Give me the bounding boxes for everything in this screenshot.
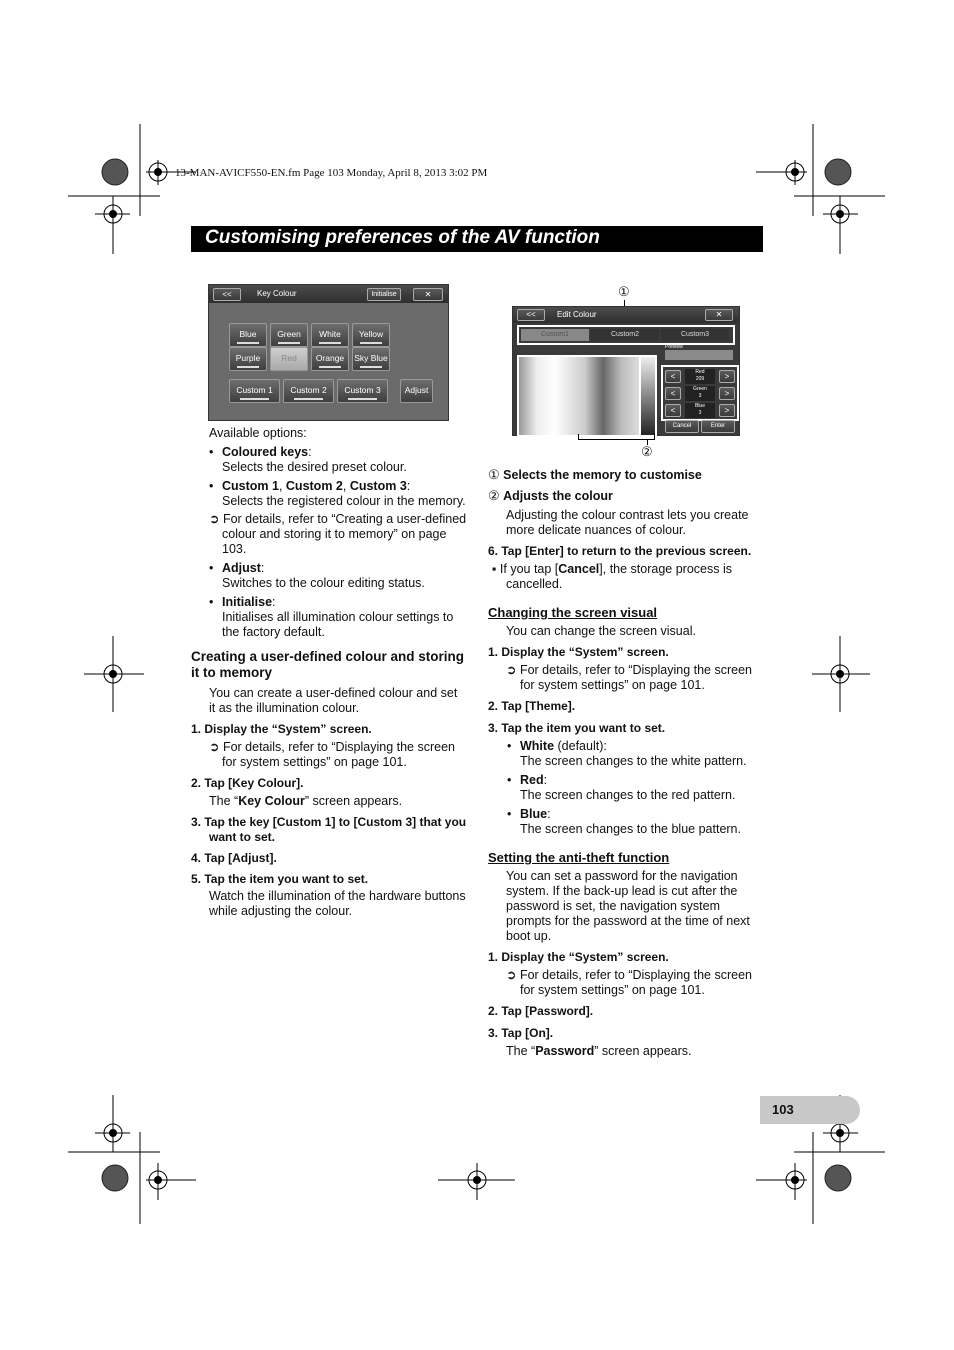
key-purple[interactable]: Purple	[229, 347, 267, 371]
option-coloured-keys-desc: Selects the desired preset colour.	[222, 460, 407, 474]
close-button[interactable]: ✕	[413, 288, 443, 301]
option-adjust-desc: Switches to the colour editing status.	[222, 576, 425, 590]
key-custom-1[interactable]: Custom 1	[229, 379, 280, 403]
callout-1-desc: ① Selects the memory to customise	[488, 467, 702, 482]
colour-palette[interactable]	[517, 355, 641, 437]
blue-decrease-button[interactable]: <	[665, 404, 681, 417]
option-blue-desc: The screen changes to the blue pattern.	[520, 822, 741, 836]
tab-custom1[interactable]: Custom1	[521, 329, 589, 341]
back-button-2[interactable]: <<	[517, 309, 545, 321]
screen-title-bar	[209, 285, 448, 303]
step-3: 3. Tap the key [Custom 1] to [Custom 3] that you want to set.	[191, 815, 467, 844]
visual-step-2: 2. Tap [Theme].	[488, 699, 576, 713]
cancel-note: ▪ If you tap [Cancel], the storage process is cancelled.	[492, 562, 732, 591]
blue-value-box	[685, 403, 715, 418]
red-value-box	[685, 369, 715, 384]
initialise-button[interactable]: Initialise	[367, 288, 401, 301]
adjust-button[interactable]: Adjust	[400, 379, 433, 403]
option-red: • Red:	[507, 773, 548, 787]
step-2-desc: The “Key Colour” screen appears.	[209, 794, 403, 808]
option-custom-ref: ➲ For details, refer to “Creating a user-defined colour and storing it to memory” on page 103.	[209, 512, 467, 556]
password-step-3-desc: The “Password” screen appears.	[506, 1044, 692, 1058]
option-red-desc: The screen changes to the red pattern.	[520, 788, 736, 802]
rgb-adjusters	[661, 365, 739, 421]
green-increase-button[interactable]: >	[719, 387, 735, 400]
preview-box	[665, 350, 733, 360]
step-1-ref: ➲ For details, refer to “Displaying the screen for system settings” on page 101.	[209, 740, 455, 769]
step-6: 6. Tap [Enter] to return to the previous screen.	[488, 544, 752, 558]
password-step-3: 3. Tap [On].	[488, 1026, 554, 1040]
screen-visual-intro: You can change the screen visual.	[506, 624, 696, 638]
visual-step-1: 1. Display the “System” screen.	[488, 645, 669, 659]
step-4: 4. Tap [Adjust].	[191, 851, 277, 865]
creating-intro: You can create a user-defined colour and set it as the illumination colour.	[209, 686, 458, 715]
blue-label: Blue	[694, 403, 705, 409]
callout-2-desc: ② Adjusts the colour	[488, 488, 613, 503]
option-blue: • Blue:	[507, 807, 551, 821]
red-value: 209	[695, 376, 705, 382]
key-green[interactable]: Green	[270, 323, 308, 347]
step-2: 2. Tap [Key Colour].	[191, 776, 304, 790]
enter-button[interactable]: Enter	[701, 420, 735, 433]
page-number-tab	[760, 1096, 860, 1124]
option-adjust: • Adjust:	[209, 561, 265, 575]
red-label: Red	[695, 369, 705, 375]
green-value-box	[685, 386, 715, 401]
back-button[interactable]: <<	[213, 288, 241, 301]
step-5-desc: Watch the illumination of the hardware buttons while adjusting the colour.	[209, 889, 466, 918]
preview-label: Preview	[665, 344, 683, 350]
red-decrease-button[interactable]: <	[665, 370, 681, 383]
visual-step-1-ref: ➲ For details, refer to “Displaying the screen for system settings” on page 101.	[506, 663, 752, 692]
key-custom-3[interactable]: Custom 3	[337, 379, 388, 403]
key-blue[interactable]: Blue	[229, 323, 267, 347]
key-sky-blue[interactable]: Sky Blue	[352, 347, 390, 371]
custom-tabs	[517, 325, 735, 345]
red-increase-button[interactable]: >	[719, 370, 735, 383]
blue-increase-button[interactable]: >	[719, 404, 735, 417]
option-initialise: • Initialise:	[209, 595, 276, 609]
anti-theft-intro: You can set a password for the navigation system. If the back-up lead is cut after the password is set, the navigation system prompts for the password at the time of next boot up.	[506, 869, 750, 943]
heading-creating: Creating a user-defined colour and storing it to memory	[191, 649, 465, 680]
password-step-1: 1. Display the “System” screen.	[488, 950, 669, 964]
heading-screen-visual: Changing the screen visual	[488, 605, 658, 620]
red-row	[665, 369, 735, 384]
key-orange[interactable]: Orange	[311, 347, 349, 371]
section-title: Customising preferences of the AV function	[205, 227, 600, 248]
page-number: 103	[772, 1102, 794, 1117]
screen-title-2: Edit Colour	[557, 310, 597, 319]
green-value: 3	[698, 393, 702, 399]
key-custom-2[interactable]: Custom 2	[283, 379, 334, 403]
blue-value: 3	[698, 410, 702, 416]
section-title-bar	[191, 226, 763, 252]
file-info-line: 13-MAN-AVICF550-EN.fm Page 103 Monday, April 8, 2013 3:02 PM	[175, 167, 488, 179]
step-1: 1. Display the “System” screen.	[191, 722, 372, 736]
key-white[interactable]: White	[311, 323, 349, 347]
key-yellow[interactable]: Yellow	[352, 323, 390, 347]
callout-1: ①	[618, 284, 630, 299]
tab-custom2[interactable]: Custom2	[591, 329, 659, 341]
close-button-2[interactable]: ✕	[705, 309, 733, 321]
callout-2-detail: Adjusting the colour contrast lets you create more delicate nuances of colour.	[506, 508, 749, 537]
option-coloured-keys: • Coloured keys:	[209, 445, 312, 459]
password-step-1-ref: ➲ For details, refer to “Displaying the screen for system settings” on page 101.	[506, 968, 752, 997]
left-column	[191, 426, 467, 919]
contrast-bar[interactable]	[639, 355, 657, 437]
green-row	[665, 386, 735, 401]
green-decrease-button[interactable]: <	[665, 387, 681, 400]
right-column	[488, 467, 763, 1059]
option-custom: • Custom 1, Custom 2, Custom 3:	[209, 479, 411, 493]
blue-row	[665, 403, 735, 418]
key-red[interactable]: Red	[270, 347, 308, 371]
green-label: Green	[693, 386, 707, 392]
tab-custom3[interactable]: Custom3	[661, 329, 729, 341]
heading-anti-theft: Setting the anti-theft function	[488, 850, 670, 865]
callout-2: ②	[641, 444, 653, 459]
visual-step-3: 3. Tap the item you want to set.	[488, 721, 666, 735]
option-white: • White (default):	[507, 739, 607, 753]
option-white-desc: The screen changes to the white pattern.	[520, 754, 747, 768]
key-colour-screen	[208, 284, 449, 421]
cancel-button[interactable]: Cancel	[665, 420, 699, 433]
callout-2-bracket	[578, 434, 655, 440]
password-step-2: 2. Tap [Password].	[488, 1004, 594, 1018]
screen-title: Key Colour	[257, 289, 297, 298]
option-initialise-desc: Initialises all illumination colour settings to the factory default.	[222, 610, 454, 639]
step-5: 5. Tap the item you want to set.	[191, 872, 369, 886]
available-options: Available options:	[209, 426, 307, 440]
screen-title-bar-2	[513, 307, 739, 323]
edit-colour-screen	[512, 306, 740, 436]
option-custom-desc: Selects the registered colour in the memory.	[222, 494, 466, 508]
